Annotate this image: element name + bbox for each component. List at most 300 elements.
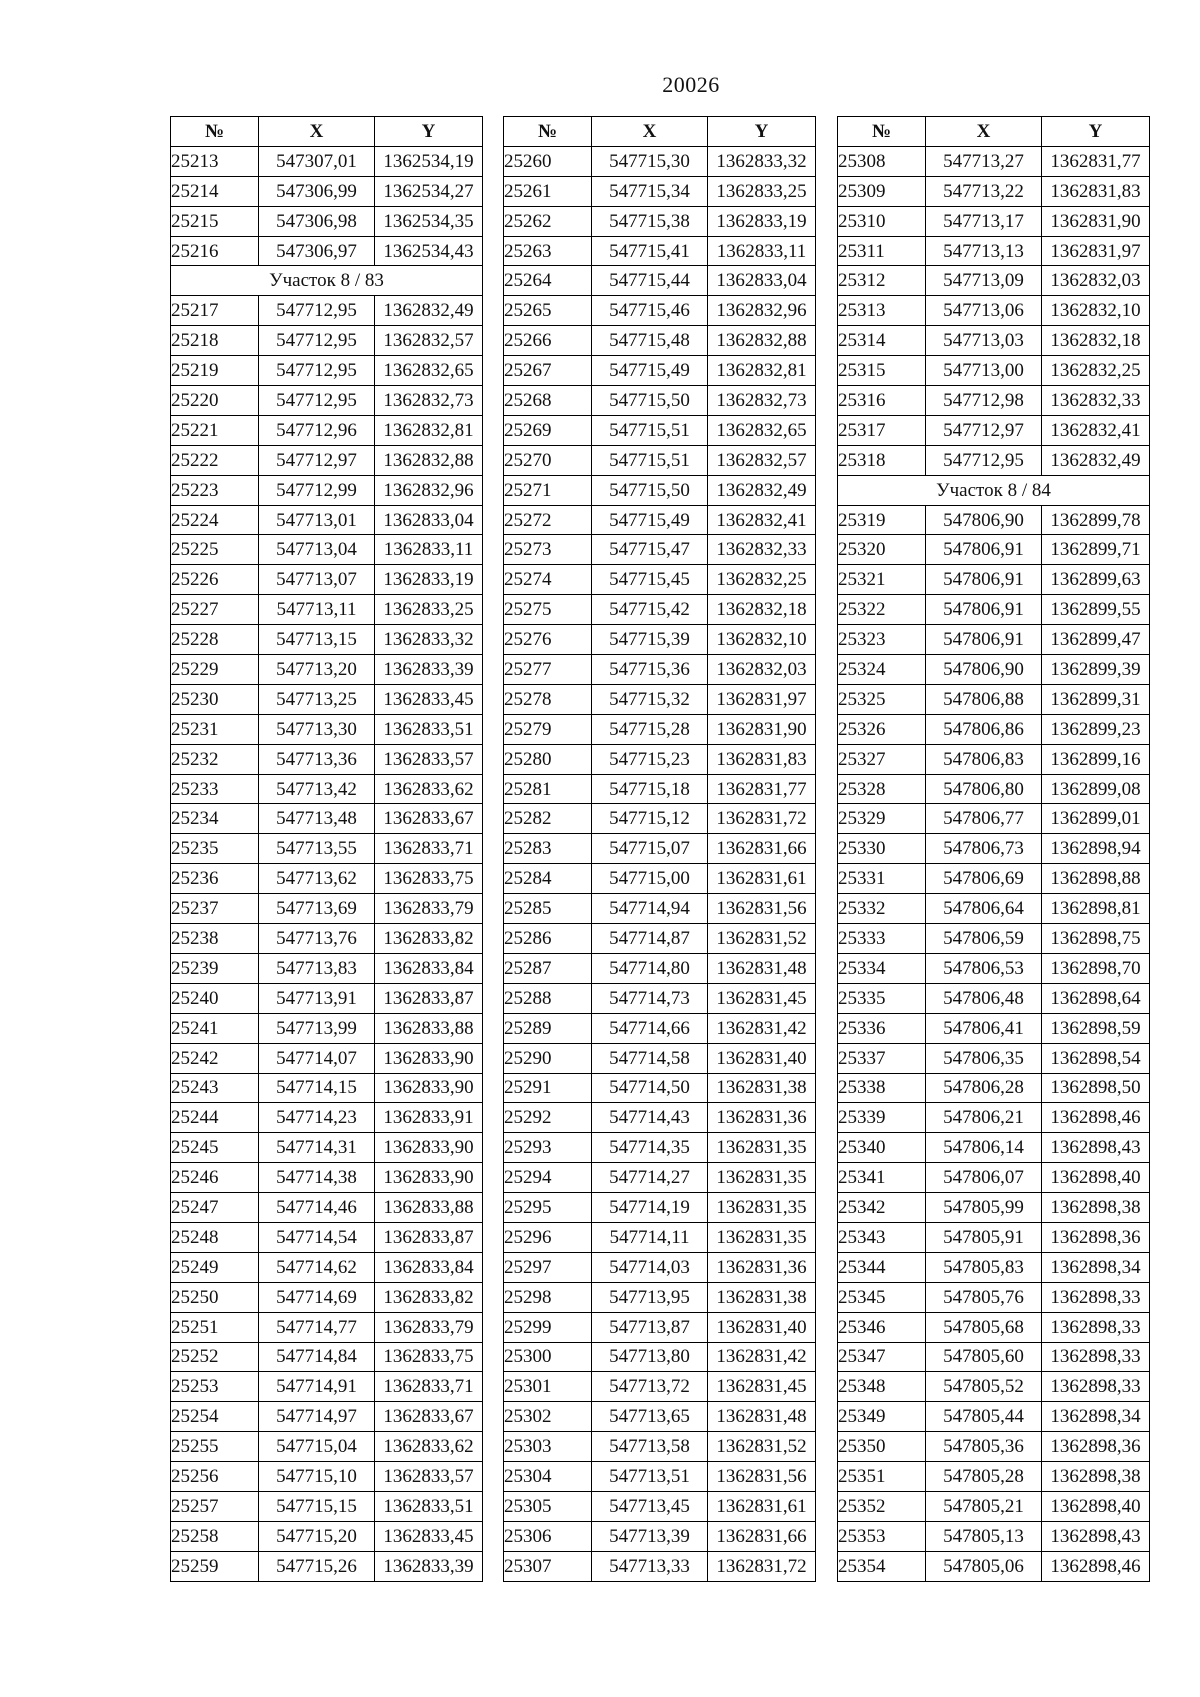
coordinates-table-3 [837, 116, 1150, 1582]
table-row [504, 445, 816, 475]
point-number: 25223 [171, 475, 259, 505]
y-coordinate: 1362831,45 [708, 1372, 816, 1402]
table-row [838, 655, 1150, 685]
y-coordinate: 1362832,81 [708, 356, 816, 386]
table-row [838, 1402, 1150, 1432]
table-row [504, 1222, 816, 1252]
point-number: 25247 [171, 1193, 259, 1223]
x-coordinate: 547714,80 [592, 953, 708, 983]
table-header-row [171, 117, 483, 147]
table-row [171, 1193, 483, 1223]
x-coordinate: 547805,44 [926, 1402, 1042, 1432]
x-coordinate: 547713,01 [259, 505, 375, 535]
y-coordinate: 1362898,43 [1042, 1521, 1150, 1551]
section-row [838, 475, 1150, 505]
x-coordinate: 547715,28 [592, 714, 708, 744]
point-number: 25319 [838, 505, 926, 535]
x-coordinate: 547715,38 [592, 206, 708, 236]
table-row [504, 864, 816, 894]
x-coordinate: 547806,77 [926, 804, 1042, 834]
x-coordinate: 547714,23 [259, 1103, 375, 1133]
point-number: 25322 [838, 595, 926, 625]
point-number: 25295 [504, 1193, 592, 1223]
point-number: 25284 [504, 864, 592, 894]
y-coordinate: 1362832,03 [708, 655, 816, 685]
y-coordinate: 1362899,55 [1042, 595, 1150, 625]
point-number: 25260 [504, 146, 592, 176]
table-row [504, 1342, 816, 1372]
y-coordinate: 1362898,40 [1042, 1491, 1150, 1521]
point-number: 25306 [504, 1521, 592, 1551]
x-coordinate: 547715,51 [592, 445, 708, 475]
y-coordinate: 1362831,48 [708, 1402, 816, 1432]
x-coordinate: 547715,32 [592, 684, 708, 714]
y-coordinate: 1362898,81 [1042, 894, 1150, 924]
point-number: 25235 [171, 834, 259, 864]
y-coordinate: 1362898,64 [1042, 983, 1150, 1013]
table-row [504, 804, 816, 834]
point-number: 25219 [171, 356, 259, 386]
table-row [171, 1043, 483, 1073]
table-row [838, 535, 1150, 565]
x-coordinate: 547805,21 [926, 1491, 1042, 1521]
x-coordinate: 547806,80 [926, 774, 1042, 804]
y-coordinate: 1362831,77 [708, 774, 816, 804]
table-row [171, 415, 483, 445]
table-row [171, 1551, 483, 1581]
table-row [504, 565, 816, 595]
y-coordinate: 1362831,83 [1042, 176, 1150, 206]
y-coordinate: 1362833,04 [708, 266, 816, 296]
point-number: 25353 [838, 1521, 926, 1551]
table-row [171, 1103, 483, 1133]
x-coordinate: 547713,39 [592, 1521, 708, 1551]
table-row [838, 386, 1150, 416]
x-coordinate: 547715,12 [592, 804, 708, 834]
x-coordinate: 547713,33 [592, 1551, 708, 1581]
y-coordinate: 1362833,71 [375, 834, 483, 864]
table-row [504, 1133, 816, 1163]
x-coordinate: 547715,26 [259, 1551, 375, 1581]
point-number: 25287 [504, 953, 592, 983]
y-coordinate: 1362832,49 [708, 475, 816, 505]
x-coordinate: 547713,80 [592, 1342, 708, 1372]
point-number: 25279 [504, 714, 592, 744]
point-number: 25341 [838, 1163, 926, 1193]
point-number: 25320 [838, 535, 926, 565]
point-number: 25230 [171, 684, 259, 714]
table-row [504, 386, 816, 416]
y-coordinate: 1362833,87 [375, 1222, 483, 1252]
x-coordinate: 547714,62 [259, 1252, 375, 1282]
y-coordinate: 1362832,41 [1042, 415, 1150, 445]
x-coordinate: 547805,28 [926, 1462, 1042, 1492]
table-row [171, 774, 483, 804]
table-row [838, 356, 1150, 386]
y-coordinate: 1362898,46 [1042, 1551, 1150, 1581]
point-number: 25293 [504, 1133, 592, 1163]
point-number: 25255 [171, 1432, 259, 1462]
point-number: 25342 [838, 1193, 926, 1223]
table-row [171, 595, 483, 625]
y-coordinate: 1362831,38 [708, 1073, 816, 1103]
point-number: 25213 [171, 146, 259, 176]
y-coordinate: 1362832,25 [1042, 356, 1150, 386]
point-number: 25264 [504, 266, 592, 296]
header-y: Y [375, 117, 483, 147]
y-coordinate: 1362831,35 [708, 1163, 816, 1193]
y-coordinate: 1362898,34 [1042, 1252, 1150, 1282]
y-coordinate: 1362833,57 [375, 1462, 483, 1492]
y-coordinate: 1362833,25 [375, 595, 483, 625]
point-number: 25280 [504, 744, 592, 774]
point-number: 25227 [171, 595, 259, 625]
y-coordinate: 1362832,57 [708, 445, 816, 475]
point-number: 25328 [838, 774, 926, 804]
table-row [171, 176, 483, 206]
x-coordinate: 547805,52 [926, 1372, 1042, 1402]
point-number: 25225 [171, 535, 259, 565]
table-row [838, 1103, 1150, 1133]
y-coordinate: 1362833,51 [375, 1491, 483, 1521]
point-number: 25251 [171, 1312, 259, 1342]
x-coordinate: 547805,99 [926, 1193, 1042, 1223]
table-row [171, 206, 483, 236]
table-row [504, 1551, 816, 1581]
x-coordinate: 547712,95 [259, 296, 375, 326]
y-coordinate: 1362831,48 [708, 953, 816, 983]
x-coordinate: 547715,34 [592, 176, 708, 206]
y-coordinate: 1362832,73 [375, 386, 483, 416]
point-number: 25214 [171, 176, 259, 206]
table-row [504, 356, 816, 386]
x-coordinate: 547713,09 [926, 266, 1042, 296]
point-number: 25244 [171, 1103, 259, 1133]
y-coordinate: 1362831,35 [708, 1222, 816, 1252]
y-coordinate: 1362833,90 [375, 1163, 483, 1193]
x-coordinate: 547715,00 [592, 864, 708, 894]
point-number: 25323 [838, 625, 926, 655]
point-number: 25297 [504, 1252, 592, 1282]
point-number: 25261 [504, 176, 592, 206]
table-row [171, 386, 483, 416]
y-coordinate: 1362899,16 [1042, 744, 1150, 774]
x-coordinate: 547714,97 [259, 1402, 375, 1432]
point-number: 25335 [838, 983, 926, 1013]
y-coordinate: 1362831,90 [708, 714, 816, 744]
point-number: 25248 [171, 1222, 259, 1252]
y-coordinate: 1362833,82 [375, 1282, 483, 1312]
table-row [504, 1282, 816, 1312]
point-number: 25299 [504, 1312, 592, 1342]
y-coordinate: 1362831,35 [708, 1133, 816, 1163]
table-row [171, 1372, 483, 1402]
point-number: 25354 [838, 1551, 926, 1581]
y-coordinate: 1362832,65 [375, 356, 483, 386]
y-coordinate: 1362899,08 [1042, 774, 1150, 804]
table-row [838, 714, 1150, 744]
point-number: 25228 [171, 625, 259, 655]
y-coordinate: 1362831,42 [708, 1342, 816, 1372]
x-coordinate: 547715,18 [592, 774, 708, 804]
point-number: 25308 [838, 146, 926, 176]
table-row [838, 894, 1150, 924]
point-number: 25291 [504, 1073, 592, 1103]
y-coordinate: 1362832,96 [708, 296, 816, 326]
table-row [838, 146, 1150, 176]
table-row [838, 864, 1150, 894]
y-coordinate: 1362534,19 [375, 146, 483, 176]
table-row [171, 1163, 483, 1193]
x-coordinate: 547715,23 [592, 744, 708, 774]
y-coordinate: 1362898,36 [1042, 1222, 1150, 1252]
y-coordinate: 1362898,38 [1042, 1193, 1150, 1223]
table-row [504, 1252, 816, 1282]
y-coordinate: 1362832,10 [708, 625, 816, 655]
coordinates-table-2 [503, 116, 816, 1582]
table-row [838, 595, 1150, 625]
x-coordinate: 547806,91 [926, 595, 1042, 625]
table-row [838, 1252, 1150, 1282]
y-coordinate: 1362534,27 [375, 176, 483, 206]
point-number: 25216 [171, 236, 259, 266]
y-coordinate: 1362833,75 [375, 1342, 483, 1372]
y-coordinate: 1362898,59 [1042, 1013, 1150, 1043]
x-coordinate: 547715,49 [592, 356, 708, 386]
table-body [171, 146, 483, 1581]
section-label: Участок 8 / 84 [838, 475, 1150, 505]
table-row [504, 625, 816, 655]
point-number: 25348 [838, 1372, 926, 1402]
x-coordinate: 547713,07 [259, 565, 375, 595]
point-number: 25289 [504, 1013, 592, 1043]
y-coordinate: 1362831,40 [708, 1043, 816, 1073]
y-coordinate: 1362833,11 [708, 236, 816, 266]
x-coordinate: 547806,59 [926, 924, 1042, 954]
x-coordinate: 547713,17 [926, 206, 1042, 236]
page-number: 20026 [662, 72, 720, 97]
y-coordinate: 1362899,23 [1042, 714, 1150, 744]
point-number: 25238 [171, 924, 259, 954]
table-row [838, 1462, 1150, 1492]
table-row [504, 953, 816, 983]
y-coordinate: 1362832,49 [375, 296, 483, 326]
table-row [171, 535, 483, 565]
table-row [504, 415, 816, 445]
x-coordinate: 547713,11 [259, 595, 375, 625]
table-row [171, 296, 483, 326]
x-coordinate: 547714,11 [592, 1222, 708, 1252]
point-number: 25270 [504, 445, 592, 475]
point-number: 25226 [171, 565, 259, 595]
point-number: 25240 [171, 983, 259, 1013]
x-coordinate: 547715,46 [592, 296, 708, 326]
table-row [504, 1103, 816, 1133]
y-coordinate: 1362833,62 [375, 1432, 483, 1462]
x-coordinate: 547714,38 [259, 1163, 375, 1193]
x-coordinate: 547712,98 [926, 386, 1042, 416]
x-coordinate: 547714,50 [592, 1073, 708, 1103]
y-coordinate: 1362833,79 [375, 1312, 483, 1342]
x-coordinate: 547306,98 [259, 206, 375, 236]
point-number: 25305 [504, 1491, 592, 1521]
table-row [504, 475, 816, 505]
table-row [171, 356, 483, 386]
x-coordinate: 547713,13 [926, 236, 1042, 266]
point-number: 25268 [504, 386, 592, 416]
y-coordinate: 1362833,88 [375, 1013, 483, 1043]
y-coordinate: 1362831,56 [708, 1462, 816, 1492]
x-coordinate: 547714,54 [259, 1222, 375, 1252]
y-coordinate: 1362898,88 [1042, 864, 1150, 894]
y-coordinate: 1362833,90 [375, 1043, 483, 1073]
table-row [171, 326, 483, 356]
point-number: 25218 [171, 326, 259, 356]
table-row [504, 1163, 816, 1193]
point-number: 25290 [504, 1043, 592, 1073]
table-row [838, 1282, 1150, 1312]
table-row [838, 1432, 1150, 1462]
point-number: 25253 [171, 1372, 259, 1402]
y-coordinate: 1362833,91 [375, 1103, 483, 1133]
point-number: 25254 [171, 1402, 259, 1432]
point-number: 25312 [838, 266, 926, 296]
table-row [171, 505, 483, 535]
y-coordinate: 1362832,49 [1042, 445, 1150, 475]
y-coordinate: 1362833,62 [375, 774, 483, 804]
x-coordinate: 547805,68 [926, 1312, 1042, 1342]
x-coordinate: 547806,90 [926, 655, 1042, 685]
table-row [171, 1013, 483, 1043]
point-number: 25296 [504, 1222, 592, 1252]
x-coordinate: 547806,73 [926, 834, 1042, 864]
table-row [838, 1521, 1150, 1551]
table-row [171, 146, 483, 176]
point-number: 25273 [504, 535, 592, 565]
table-row [838, 953, 1150, 983]
y-coordinate: 1362898,38 [1042, 1462, 1150, 1492]
point-number: 25237 [171, 894, 259, 924]
table-row [171, 1282, 483, 1312]
table-row [838, 296, 1150, 326]
y-coordinate: 1362831,42 [708, 1013, 816, 1043]
table-row [504, 655, 816, 685]
y-coordinate: 1362831,35 [708, 1193, 816, 1223]
point-number: 25222 [171, 445, 259, 475]
table-row [838, 1312, 1150, 1342]
x-coordinate: 547715,49 [592, 505, 708, 535]
y-coordinate: 1362833,82 [375, 924, 483, 954]
table-row [504, 1193, 816, 1223]
header-y: Y [1042, 117, 1150, 147]
table-row [838, 924, 1150, 954]
table-row [504, 535, 816, 565]
y-coordinate: 1362831,97 [708, 684, 816, 714]
table-row [504, 326, 816, 356]
y-coordinate: 1362898,75 [1042, 924, 1150, 954]
y-coordinate: 1362898,33 [1042, 1372, 1150, 1402]
y-coordinate: 1362899,78 [1042, 505, 1150, 535]
point-number: 25234 [171, 804, 259, 834]
y-coordinate: 1362832,65 [708, 415, 816, 445]
coordinates-table-1 [170, 116, 483, 1582]
point-number: 25277 [504, 655, 592, 685]
x-coordinate: 547715,20 [259, 1521, 375, 1551]
y-coordinate: 1362898,54 [1042, 1043, 1150, 1073]
y-coordinate: 1362831,52 [708, 1432, 816, 1462]
x-coordinate: 547713,30 [259, 714, 375, 744]
point-number: 25256 [171, 1462, 259, 1492]
x-coordinate: 547713,45 [592, 1491, 708, 1521]
x-coordinate: 547713,06 [926, 296, 1042, 326]
point-number: 25313 [838, 296, 926, 326]
table-row [838, 1163, 1150, 1193]
x-coordinate: 547714,35 [592, 1133, 708, 1163]
y-coordinate: 1362898,46 [1042, 1103, 1150, 1133]
y-coordinate: 1362833,04 [375, 505, 483, 535]
x-coordinate: 547713,99 [259, 1013, 375, 1043]
table-row [171, 655, 483, 685]
y-coordinate: 1362898,50 [1042, 1073, 1150, 1103]
table-row [838, 744, 1150, 774]
y-coordinate: 1362898,33 [1042, 1282, 1150, 1312]
x-coordinate: 547712,97 [259, 445, 375, 475]
x-coordinate: 547713,91 [259, 983, 375, 1013]
x-coordinate: 547715,07 [592, 834, 708, 864]
y-coordinate: 1362832,88 [708, 326, 816, 356]
table-row [171, 1133, 483, 1163]
y-coordinate: 1362832,33 [1042, 386, 1150, 416]
point-number: 25292 [504, 1103, 592, 1133]
point-number: 25245 [171, 1133, 259, 1163]
table-row [838, 1073, 1150, 1103]
table-row [171, 864, 483, 894]
y-coordinate: 1362833,19 [708, 206, 816, 236]
table-row [504, 1432, 816, 1462]
y-coordinate: 1362833,90 [375, 1133, 483, 1163]
table-row [171, 1073, 483, 1103]
x-coordinate: 547715,30 [592, 146, 708, 176]
point-number: 25330 [838, 834, 926, 864]
y-coordinate: 1362899,01 [1042, 804, 1150, 834]
x-coordinate: 547806,91 [926, 565, 1042, 595]
y-coordinate: 1362833,87 [375, 983, 483, 1013]
point-number: 25333 [838, 924, 926, 954]
x-coordinate: 547713,76 [259, 924, 375, 954]
table-row [171, 684, 483, 714]
point-number: 25267 [504, 356, 592, 386]
point-number: 25229 [171, 655, 259, 685]
x-coordinate: 547713,27 [926, 146, 1042, 176]
y-coordinate: 1362898,43 [1042, 1133, 1150, 1163]
x-coordinate: 547712,99 [259, 475, 375, 505]
y-coordinate: 1362832,57 [375, 326, 483, 356]
x-coordinate: 547805,06 [926, 1551, 1042, 1581]
table-row [504, 1372, 816, 1402]
x-coordinate: 547714,19 [592, 1193, 708, 1223]
y-coordinate: 1362833,39 [375, 655, 483, 685]
y-coordinate: 1362833,19 [375, 565, 483, 595]
table-header-row [504, 117, 816, 147]
table-row [838, 1013, 1150, 1043]
x-coordinate: 547806,21 [926, 1103, 1042, 1133]
y-coordinate: 1362833,84 [375, 1252, 483, 1282]
point-number: 25340 [838, 1133, 926, 1163]
header-number: № [171, 117, 259, 147]
x-coordinate: 547713,95 [592, 1282, 708, 1312]
y-coordinate: 1362831,40 [708, 1312, 816, 1342]
table-row [838, 774, 1150, 804]
